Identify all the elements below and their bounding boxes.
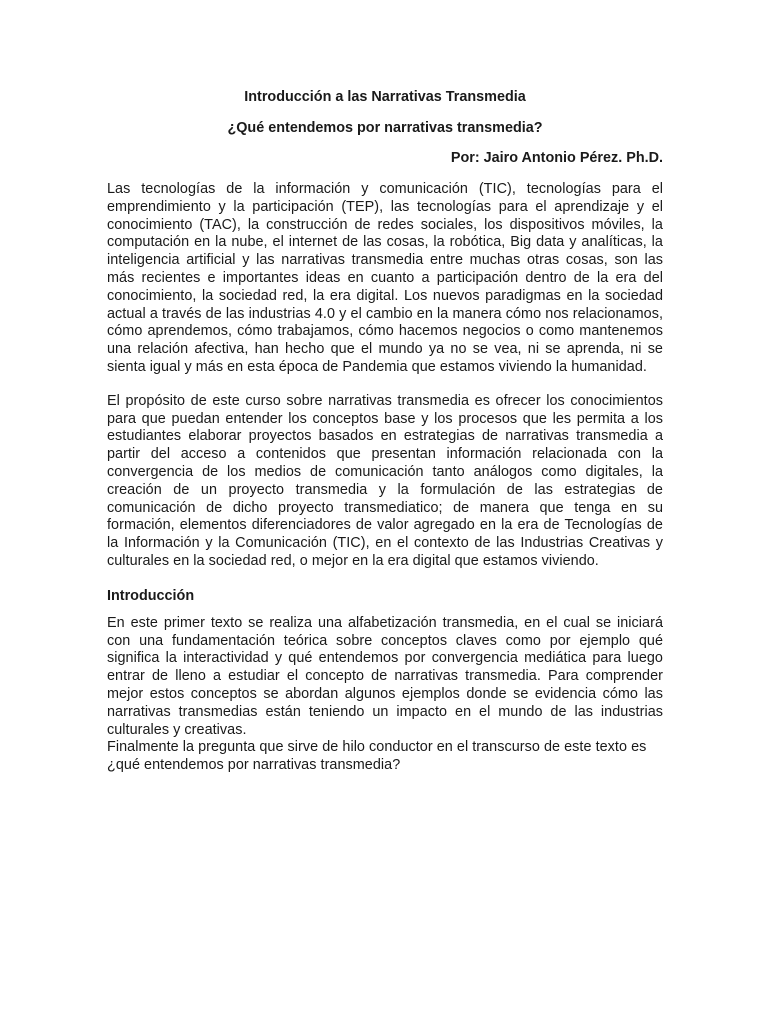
paragraph-first-text: En este primer texto se realiza una alfabetización transmedia, en el cual se iniciará con una fundamentación teórica sobre conceptos claves como por ejemplo qué significa la interactividad y qué entendemos por convergencia mediática para luego entrar de lleno a estudiar el concepto de narrativas transmedia. Para comprender mejor estos conceptos se abordan algunos ejemplos donde se evidencia cómo las narrativas transmedias están teniendo un impacto en el mundo de las industrias culturales y creativas.	[107, 614, 663, 738]
document-page	[107, 88, 663, 775]
paragraph-final-question: Finalmente la pregunta que sirve de hilo conductor en el transcurso de este texto es ¿qué entendemos por narrativas transmedia?	[107, 739, 647, 774]
section-heading-introduccion: Introducción	[107, 587, 195, 604]
document-title: Introducción a las Narrativas Transmedia	[244, 89, 526, 105]
paragraph-intro-technologies: Las tecnologías de la información y comunicación (TIC), tecnologías para el emprendimiento y la participación (TEP), las tecnologías para el aprendizaje y el conocimiento (TAC), la construcción de redes sociales, los dispositivos móviles, la computación en la nube, el internet de las cosas, la robótica, Big data y analíticas, la inteligencia artificial y las narrativas transmedia entre muchas otras cosas, son las más recientes e importantes ideas en cuanto a participación dentro de la era del conocimiento, la sociedad red, la era digital. Los nuevos paradigmas en la sociedad actual a través de las industrias 4.0 y el cambio en la manera cómo nos relacionamos, cómo aprendemos, cómo trabajamos, cómo hacemos negocios o como mantenemos una relación afectiva, han hecho que el mundo ya no se vea, ni se aprenda, ni se sienta igual y más en esta época de Pandemia que estamos viviendo la humanidad.	[107, 181, 663, 375]
document-author: Por: Jairo Antonio Pérez. Ph.D.	[450, 150, 663, 166]
document-question: ¿Qué entendemos por narrativas transmedia?	[227, 120, 543, 136]
paragraph-course-purpose: El propósito de este curso sobre narrativas transmedia es ofrecer los conocimientos para que puedan entender los conceptos base y los procesos que les permita a los estudiantes elaborar proyectos basados en estrategias de narrativas transmedia a partir del acceso a contenidos que presentan información relacionada con la convergencia de los medios de comunicación tanto análogos como digitales, la creación de un proyecto transmedia y la formulación de las estrategias de comunicación de dicho proyecto transmediatico; de manera que tenga en su formación, elementos diferenciadores de valor agregado en la era de Tecnologías de la Información y la Comunicación (TIC), en el contexto de las Industrias Creativas y culturales en la sociedad red, o mejor en la era digital que estamos viviendo.	[107, 392, 663, 569]
